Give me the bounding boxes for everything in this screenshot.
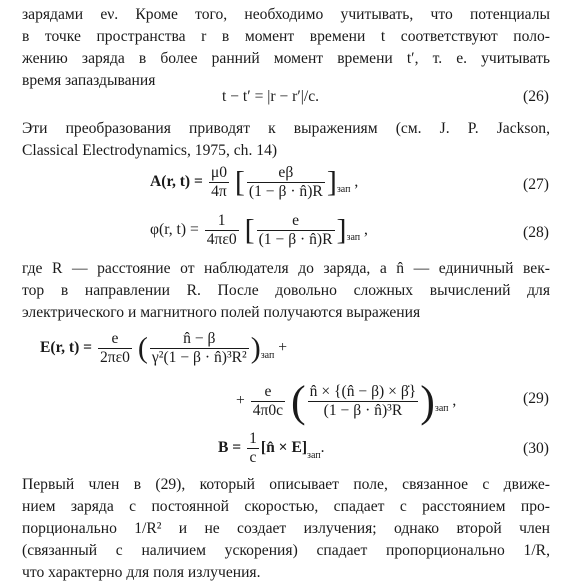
fraction	[98, 330, 132, 367]
fraction-denominator: γ²(1 − β · n̂)³R²	[151, 349, 247, 366]
paragraph-reference	[22, 118, 550, 162]
equation-27	[0, 164, 571, 208]
fraction-numerator: μ0	[210, 164, 227, 181]
fraction	[251, 383, 285, 420]
equation-30-expression	[218, 430, 325, 467]
equation-28-expression	[150, 212, 368, 249]
punctuation: ,	[364, 221, 368, 239]
bracket: ]	[336, 213, 347, 247]
text-line: тор в направлении R. После довольно сложных вычислений для	[22, 282, 550, 299]
parenthesis: (	[291, 377, 306, 426]
fraction-numerator: e	[257, 212, 335, 231]
punctuation: ,	[354, 173, 359, 191]
equation-27-expression	[150, 164, 358, 201]
fraction-denominator: (1 − β · n̂)³R	[323, 402, 403, 419]
fraction	[209, 164, 229, 201]
subscript: зап	[336, 184, 351, 196]
text-line: порционально 1/R² и не создает излучения; однако второй член	[22, 520, 550, 537]
bracket: [	[244, 213, 255, 247]
subscript: зап	[307, 450, 321, 462]
fraction	[205, 212, 239, 249]
fraction-denominator: 4π0c	[252, 402, 284, 419]
fraction-numerator: eβ	[247, 164, 325, 183]
equation-30	[0, 430, 571, 470]
equation-lhs: B =	[218, 439, 242, 457]
fraction-numerator: 1	[249, 430, 257, 447]
parenthesis: )	[250, 331, 261, 365]
paragraph-definitions	[22, 258, 550, 324]
equation-number: (26)	[523, 88, 549, 105]
parenthesis: (	[137, 331, 148, 365]
equation-29-second-term	[236, 376, 456, 427]
bracket: ]	[326, 165, 337, 199]
fraction	[247, 430, 259, 467]
fraction-denominator: (1 − β · n̂)R	[248, 183, 323, 200]
fraction-denominator: 4π	[211, 183, 227, 200]
text-line: (связанный с наличием ускорения) спадает пропорционально 1/R,	[22, 542, 550, 559]
fraction	[247, 164, 325, 201]
subscript: зап	[346, 232, 361, 244]
equation-28	[0, 212, 571, 256]
equation-lhs: A(r, t) =	[150, 173, 203, 191]
fraction	[257, 212, 335, 249]
equation-lhs: φ(r, t) =	[150, 221, 199, 239]
operator: +	[236, 392, 245, 410]
bracket-expression: [n̂ × E]	[260, 439, 308, 457]
equation-29-line-1	[0, 330, 571, 380]
fraction-numerator: n̂ × {(n̂ − β) × β̇}	[309, 383, 417, 400]
equation-number: (29)	[523, 390, 549, 407]
fraction-denominator: 2πε0	[99, 349, 130, 366]
text-line: в точке пространства r в момент времени t соответствуют поло-	[22, 28, 550, 45]
equation-number: (27)	[523, 176, 549, 193]
equation-number: (30)	[523, 440, 549, 457]
bracket: [	[234, 165, 245, 199]
text-line: электрического и магнитного полей получаются выражения	[22, 304, 421, 321]
fraction-denominator: c	[249, 449, 257, 466]
fraction-numerator: n̂ − β	[150, 330, 249, 349]
fraction-denominator: 4πε0	[206, 231, 237, 248]
fraction-numerator: 1	[205, 212, 239, 231]
fraction-numerator: e	[98, 330, 132, 349]
text-line: жению заряда в более ранний момент времени t′, т. е. учитывать	[22, 50, 550, 67]
paragraph-intro	[22, 4, 550, 92]
text-line: зарядами eν. Кроме того, необходимо учитывать, что потенциалы	[22, 6, 550, 23]
equation-26	[0, 86, 571, 112]
fraction-numerator: e	[251, 383, 285, 402]
text-line: что характерно для поля излучения.	[22, 564, 261, 581]
equation-29-first-term	[40, 330, 287, 367]
fraction-denominator: (1 − β · n̂)R	[258, 231, 333, 248]
text-line: Эти преобразования приводят к выражениям (см. J. P. Jackson,	[22, 120, 550, 137]
text-line: время запаздывания	[22, 72, 156, 89]
paragraph-conclusion	[22, 474, 550, 584]
equation-29-line-2	[0, 376, 571, 426]
fraction	[308, 383, 419, 420]
punctuation: ,	[452, 392, 457, 410]
parenthesis: )	[420, 377, 435, 426]
text-line: где R — расстояние от наблюдателя до заряда, а n̂ — единичный век-	[22, 260, 550, 277]
subscript: зап	[260, 350, 275, 362]
equation-26-expression: t − t′ = |r − r′|/c.	[222, 88, 320, 105]
punctuation: .	[320, 439, 325, 457]
operator: +	[278, 339, 288, 357]
subscript: зап	[434, 403, 449, 415]
equation-lhs: E(r, t) =	[40, 339, 93, 357]
fraction	[150, 330, 249, 367]
equation-number: (28)	[523, 224, 549, 241]
text-line: Первый член в (29), который описывает поле, связанное с движе-	[22, 476, 550, 493]
text-line: нием заряда с постоянной скоростью, спадает с расстоянием про-	[22, 498, 550, 515]
text-line: Classical Electrodynamics, 1975, ch. 14)	[22, 142, 278, 159]
